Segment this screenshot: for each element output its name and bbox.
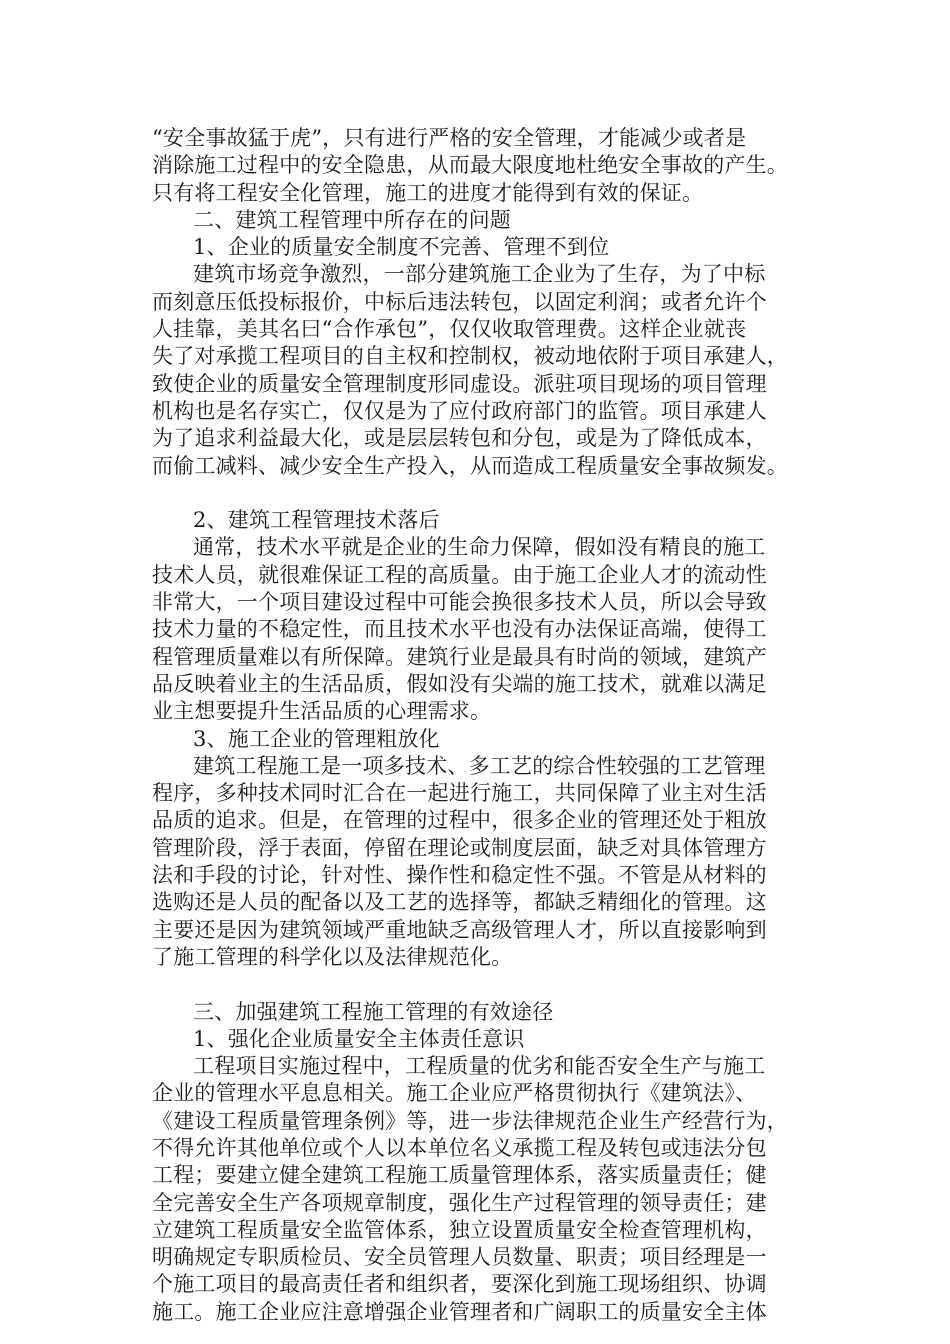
paragraph-line: 施工。施工企业应注意增强企业管理者和广阔职工的质量安全主体 — [152, 1299, 767, 1324]
paragraph-line: 明确规定专职质检员、安全员管理人员数量、职责；项目经理是一 — [152, 1245, 767, 1270]
paragraph-line: 非常大，一个项目建设过程中可能会换很多技术人员，所以会导致 — [152, 590, 767, 615]
paragraph — [152, 125, 802, 207]
paragraph-line: 个施工项目的最高责任者和组织者，要深化到施工现场组织、协调 — [152, 1272, 767, 1297]
paragraph-line: 机构也是名存实亡，仅仅是为了应付政府部门的监管。项目承建人 — [152, 398, 767, 423]
heading-text: 三、加强建筑工程施工管理的有效途径 — [193, 999, 554, 1024]
blank-line — [152, 480, 802, 507]
paragraph-line: 消除施工过程中的安全隐患，从而最大限度地杜绝安全事故的产生。 — [152, 153, 788, 178]
paragraph-line: 企业的管理水平息息相关。施工企业应严格贯彻执行《建筑法》、 — [152, 1081, 757, 1106]
paragraph-line: 主要还是因为建筑领域严重地缺乏高级管理人才，所以直接影响到 — [152, 917, 767, 942]
paragraph-line: 立建筑工程质量安全监管体系，独立设置质量安全检查管理机构， — [152, 1217, 767, 1242]
paragraph-line: 失了对承揽工程项目的自主权和控制权，被动地依附于项目承建人， — [152, 344, 788, 369]
paragraph — [152, 534, 802, 725]
heading-text: 3、施工企业的管理粗放化 — [193, 726, 440, 751]
paragraph — [152, 1053, 802, 1326]
paragraph — [152, 261, 802, 479]
heading-text: 1、强化企业质量安全主体责任意识 — [193, 1026, 525, 1051]
heading-text: 1、企业的质量安全制度不完善、管理不到位 — [193, 235, 610, 260]
paragraph-line: 选购还是人员的配备以及工艺的选择等，都缺乏精细化的管理。这 — [152, 890, 767, 915]
paragraph-line: 程管理质量难以有所保障。建筑行业是最具有时尚的领域，建筑产 — [152, 644, 767, 669]
paragraph-line: 建筑工程施工是一项多技术、多工艺的综合性较强的工艺管理 — [193, 753, 766, 778]
paragraph-line: 建筑市场竞争激烈，一部分建筑施工企业为了生存，为了中标 — [193, 262, 766, 287]
paragraph-line: 业主想要提升生活品质的心理需求。 — [152, 699, 492, 724]
paragraph-line: 了施工管理的科学化以及法律规范化。 — [152, 944, 513, 969]
section-heading — [152, 999, 802, 1026]
section-heading — [152, 1026, 802, 1053]
document-body — [152, 125, 802, 1326]
paragraph — [152, 753, 802, 971]
paragraph-line: 人挂靠，美其名曰“合作承包”，仅仅收取管理费。这样企业就丧 — [152, 317, 747, 342]
paragraph-line: 品质的追求。但是，在管理的过程中，很多企业的管理还处于粗放 — [152, 808, 767, 833]
paragraph-line: 品反映着业主的生活品质，假如没有尖端的施工技术，就难以满足 — [152, 671, 767, 696]
section-heading — [152, 234, 802, 261]
section-heading — [152, 507, 802, 534]
heading-text: 2、建筑工程管理技术落后 — [193, 508, 440, 533]
paragraph-line: “安全事故猛于虎”，只有进行严格的安全管理，才能减少或者是 — [152, 126, 747, 150]
section-heading — [152, 726, 802, 753]
paragraph-line: 不得允许其他单位或个人以本单位名义承揽工程及转包或违法分包 — [152, 1135, 767, 1160]
paragraph-line: 工程；要建立健全建筑工程施工质量管理体系，落实质量责任；健 — [152, 1163, 767, 1188]
paragraph-line: 通常，技术水平就是企业的生命力保障，假如没有精良的施工 — [193, 535, 766, 560]
paragraph-line: 程序，多种技术同时汇合在一起进行施工，共同保障了业主对生活 — [152, 781, 767, 806]
paragraph-line: 而刻意压低投标报价，中标后违法转包，以固定利润；或者允许个 — [152, 289, 767, 314]
section-heading — [152, 207, 802, 234]
paragraph-line: 工程项目实施过程中，工程质量的优劣和能否安全生产与施工 — [193, 1054, 766, 1079]
paragraph-line: 《建设工程质量管理条例》等，进一步法律规范企业生产经营行为， — [152, 1108, 788, 1133]
paragraph-line: 为了追求利益最大化，或是层层转包和分包，或是为了降低成本， — [152, 426, 767, 451]
paragraph-line: 技术人员，就很难保证工程的高质量。由于施工企业人才的流动性 — [152, 562, 767, 587]
paragraph-line: 法和手段的讨论，针对性、操作性和稳定性不强。不管是从材料的 — [152, 863, 767, 888]
heading-text: 二、建筑工程管理中所存在的问题 — [193, 207, 511, 232]
paragraph-line: 而偷工减料、减少安全生产投入，从而造成工程质量安全事故频发。 — [152, 453, 788, 478]
paragraph-line: 全完善安全生产各项规章制度，强化生产过程管理的领导责任；建 — [152, 1190, 767, 1215]
paragraph-line: 致使企业的质量安全管理制度形同虚设。派驻项目现场的项目管理 — [152, 371, 767, 396]
paragraph-line: 管理阶段，浮于表面，停留在理论或制度层面，缺乏对具体管理方 — [152, 835, 767, 860]
paragraph-line: 只有将工程安全化管理，施工的进度才能得到有效的保证。 — [152, 180, 704, 205]
paragraph-line: 技术力量的不稳定性，而且技术水平也没有办法保证高端，使得工 — [152, 617, 767, 642]
blank-line — [152, 971, 802, 998]
